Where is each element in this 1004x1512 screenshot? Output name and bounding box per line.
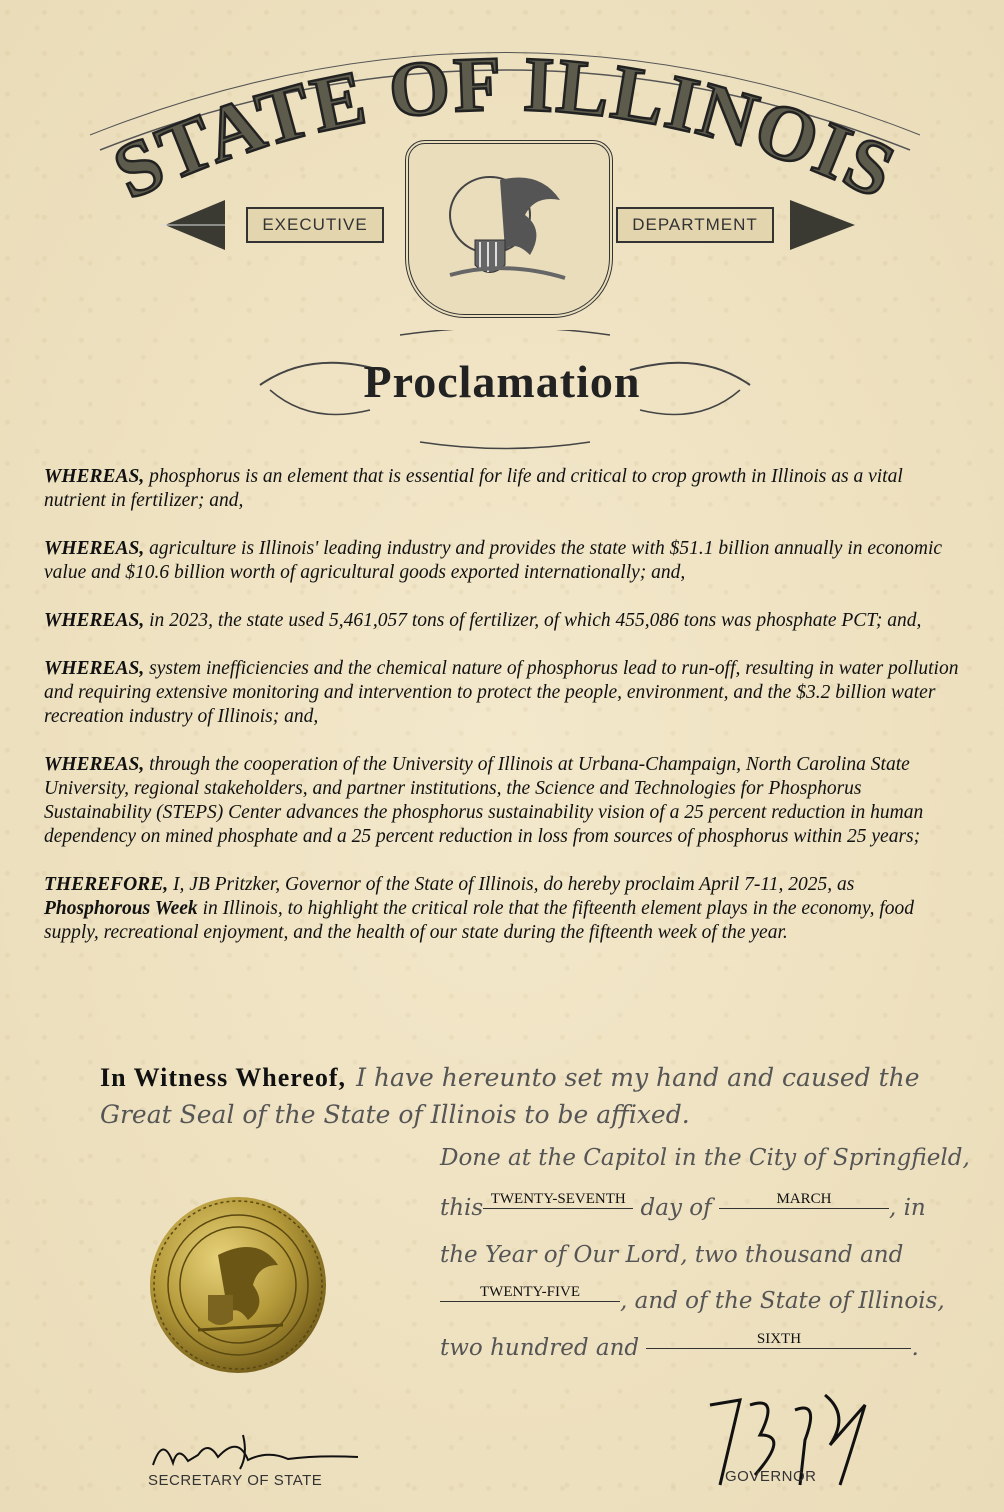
this-label: this [440, 1195, 484, 1221]
two-hundred-label: two hundred and [440, 1335, 640, 1361]
state-year-line [440, 1331, 919, 1361]
whereas-text: in 2023, the state used 5,461,057 tons of fertilizer, of which 455,086 tons was phosphate PCT; and, [144, 610, 922, 631]
whereas-paragraph-1 [44, 465, 960, 513]
eagle-shield-icon [430, 160, 580, 290]
therefore-text-a: I, JB Pritzker, Governor of the State of Illinois, do hereby proclaim April 7-11, 2025, as [168, 874, 855, 895]
secretary-signature [148, 1425, 368, 1475]
department-banner [605, 200, 785, 250]
whereas-lead: WHEREAS, [44, 754, 145, 775]
whereas-text: through the cooperation of the University of Illinois at Urbana-Champaign, North Carolina State University, regional stakeholders, and partner institutions, the Science and Technologies for Phosphorus Sustainability (STEPS) Center advances the phosphorus sustainability vision of a 25 percent reduction in human dependency on mined phosphate and a 25 percent reduction in loss from sources of phosphorus within 25 years; [44, 754, 924, 847]
day-of-label: day of [640, 1195, 712, 1221]
witness-clause [100, 1060, 960, 1134]
right-arrow-ornament [780, 195, 860, 255]
year-line [440, 1284, 945, 1314]
month-value: MARCH [719, 1191, 889, 1209]
whereas-paragraph-4 [44, 657, 960, 729]
whereas-paragraph-2 [44, 537, 960, 585]
phosphorous-week: Phosphorous Week [44, 898, 198, 919]
therefore-lead: THEREFORE, [44, 874, 169, 895]
letterhead [0, 0, 1004, 460]
whereas-text: phosphorus is an element that is essential for life and critical to crop growth in Illinois as a vital nutrient in fertilizer; and, [44, 466, 903, 511]
whereas-lead: WHEREAS, [44, 538, 145, 559]
whereas-paragraph-3 [44, 609, 960, 633]
whereas-lead: WHEREAS, [44, 610, 145, 631]
executive-banner [225, 200, 405, 250]
year-of-lord-line: the Year of Our Lord, two thousand and [440, 1242, 904, 1268]
secretary-of-state-label: SECRETARY OF STATE [148, 1472, 323, 1489]
great-seal-icon [148, 1195, 328, 1375]
title-text: STATE OF ILLINOIS [100, 39, 910, 216]
witness-text: I have hereunto set my hand and caused the Great Seal of the State of Illinois to be affixed. [100, 1063, 920, 1129]
state-of-illinois-label: , and of the State of Illinois, [620, 1288, 945, 1314]
state-year-value: SIXTH [646, 1331, 911, 1349]
proclamation-body [44, 465, 960, 969]
department-label: DEPARTMENT [616, 207, 774, 243]
whereas-lead: WHEREAS, [44, 466, 145, 487]
therefore-paragraph [44, 873, 960, 945]
executive-label: EXECUTIVE [246, 207, 383, 243]
done-at-capitol: Done at the Capitol in the City of Springfield, [440, 1145, 970, 1171]
proclamation-heading: Proclamation [363, 356, 641, 407]
therefore-text-b: in Illinois, to highlight the critical role that the fifteenth element plays in the economy, food supply, recreational enjoyment, and the health of our state during the fifteenth week of the year. [44, 898, 915, 943]
in-label: , in [888, 1195, 926, 1221]
period: . [911, 1335, 919, 1361]
witness-heading: In Witness Whereof, [100, 1063, 347, 1092]
day-value: TWENTY-SEVENTH [483, 1191, 633, 1209]
year-value: TWENTY-FIVE [440, 1284, 620, 1302]
whereas-text: system inefficiencies and the chemical nature of phosphorus lead to run-off, resulting in water pollution and requiring extensive monitoring and intervention to protect the people, environment, and the $3.2 billion water recreation industry of Illinois; and, [44, 658, 959, 727]
day-line [440, 1191, 926, 1221]
governor-label: GOVERNOR [725, 1468, 817, 1485]
whereas-lead: WHEREAS, [44, 658, 145, 679]
whereas-text: agriculture is Illinois' leading industry and provides the state with $51.1 billion annually in economic value and $10.6 billion worth of agricultural goods exported internationally; and, [44, 538, 943, 583]
whereas-paragraph-5 [44, 753, 960, 849]
